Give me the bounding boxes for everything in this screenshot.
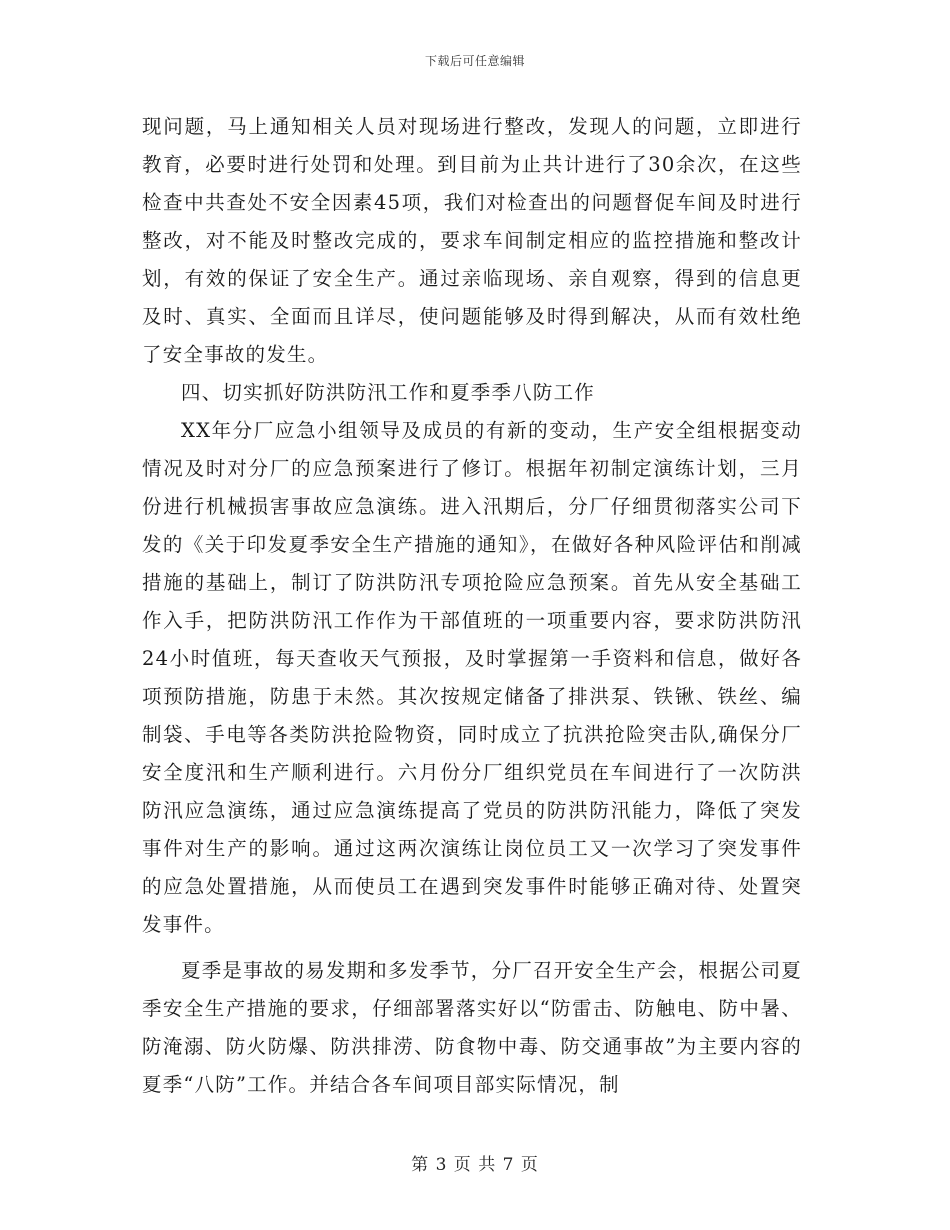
document-body [142,108,802,1104]
paragraph-flood-prevention: XX年分厂应急小组领导及成员的有新的变动，生产安全组根据变动情况及时对分厂的应急预案进行了修订。根据年初制定演练计划，三月份进行机械损害事故应急演练。进入汛期后，分厂仔细贯彻落实公司下发的《关于印发夏季安全生产措施的通知》，在做好各种风险评估和削减措施的基础上，制订了防洪防汛专项抢险应急预案。首先从安全基础工作入手，把防洪防汛工作作为干部值班的一项重要内容，要求防洪防汛24小时值班，每天查收天气预报，及时掌握第一手资料和信息，做好各项预防措施，防患于未然。其次按规定储备了排洪泵、铁锹、铁丝、编制袋、手电等各类防洪抢险物资，同时成立了抗洪抢险突击队,确保分厂安全度汛和生产顺利进行。六月份分厂组织党员在车间进行了一次防洪防汛应急演练，通过应急演练提高了党员的防洪防汛能力，降低了突发事件对生产的影响。通过这两次演练让岗位员工又一次学习了突发事件的应急处置措施，从而使员工在遇到突发事件时能够正确对待、处置突发事件。 [142,419,802,936]
section-heading: 四、切实抓好防洪防汛工作和夏季季八防工作 [181,381,596,404]
paragraph-continuation: 现问题，马上通知相关人员对现场进行整改，发现人的问题，立即进行教育，必要时进行处罚和处理。到目前为止共计进行了30余次，在这些检查中共查处不安全因素45项，我们对检查出的问题督促车间及时进行整改，对不能及时整改完成的，要求车间制定相应的监控措施和整改计划，有效的保证了安全生产。通过亲临现场、亲自观察，得到的信息更及时、真实、全面而且详尽，使问题能够及时得到解决，从而有效杜绝了安全事故的发生。 [142,115,802,366]
paragraph-summer-safety: 夏季是事故的易发期和多发季节，分厂召开安全生产会，根据公司夏季安全生产措施的要求，仔细部署落实好以“防雷击、防触电、防中暑、防淹溺、防火防爆、防洪排涝、防食物中毒、防交通事故”为主要内容的夏季“八防”工作。并结合各车间项目部实际情况，制 [142,959,803,1096]
page-header: 下载后可任意编辑 [424,54,525,68]
page-number: 第 3 页 共 7 页 [411,1155,539,1175]
